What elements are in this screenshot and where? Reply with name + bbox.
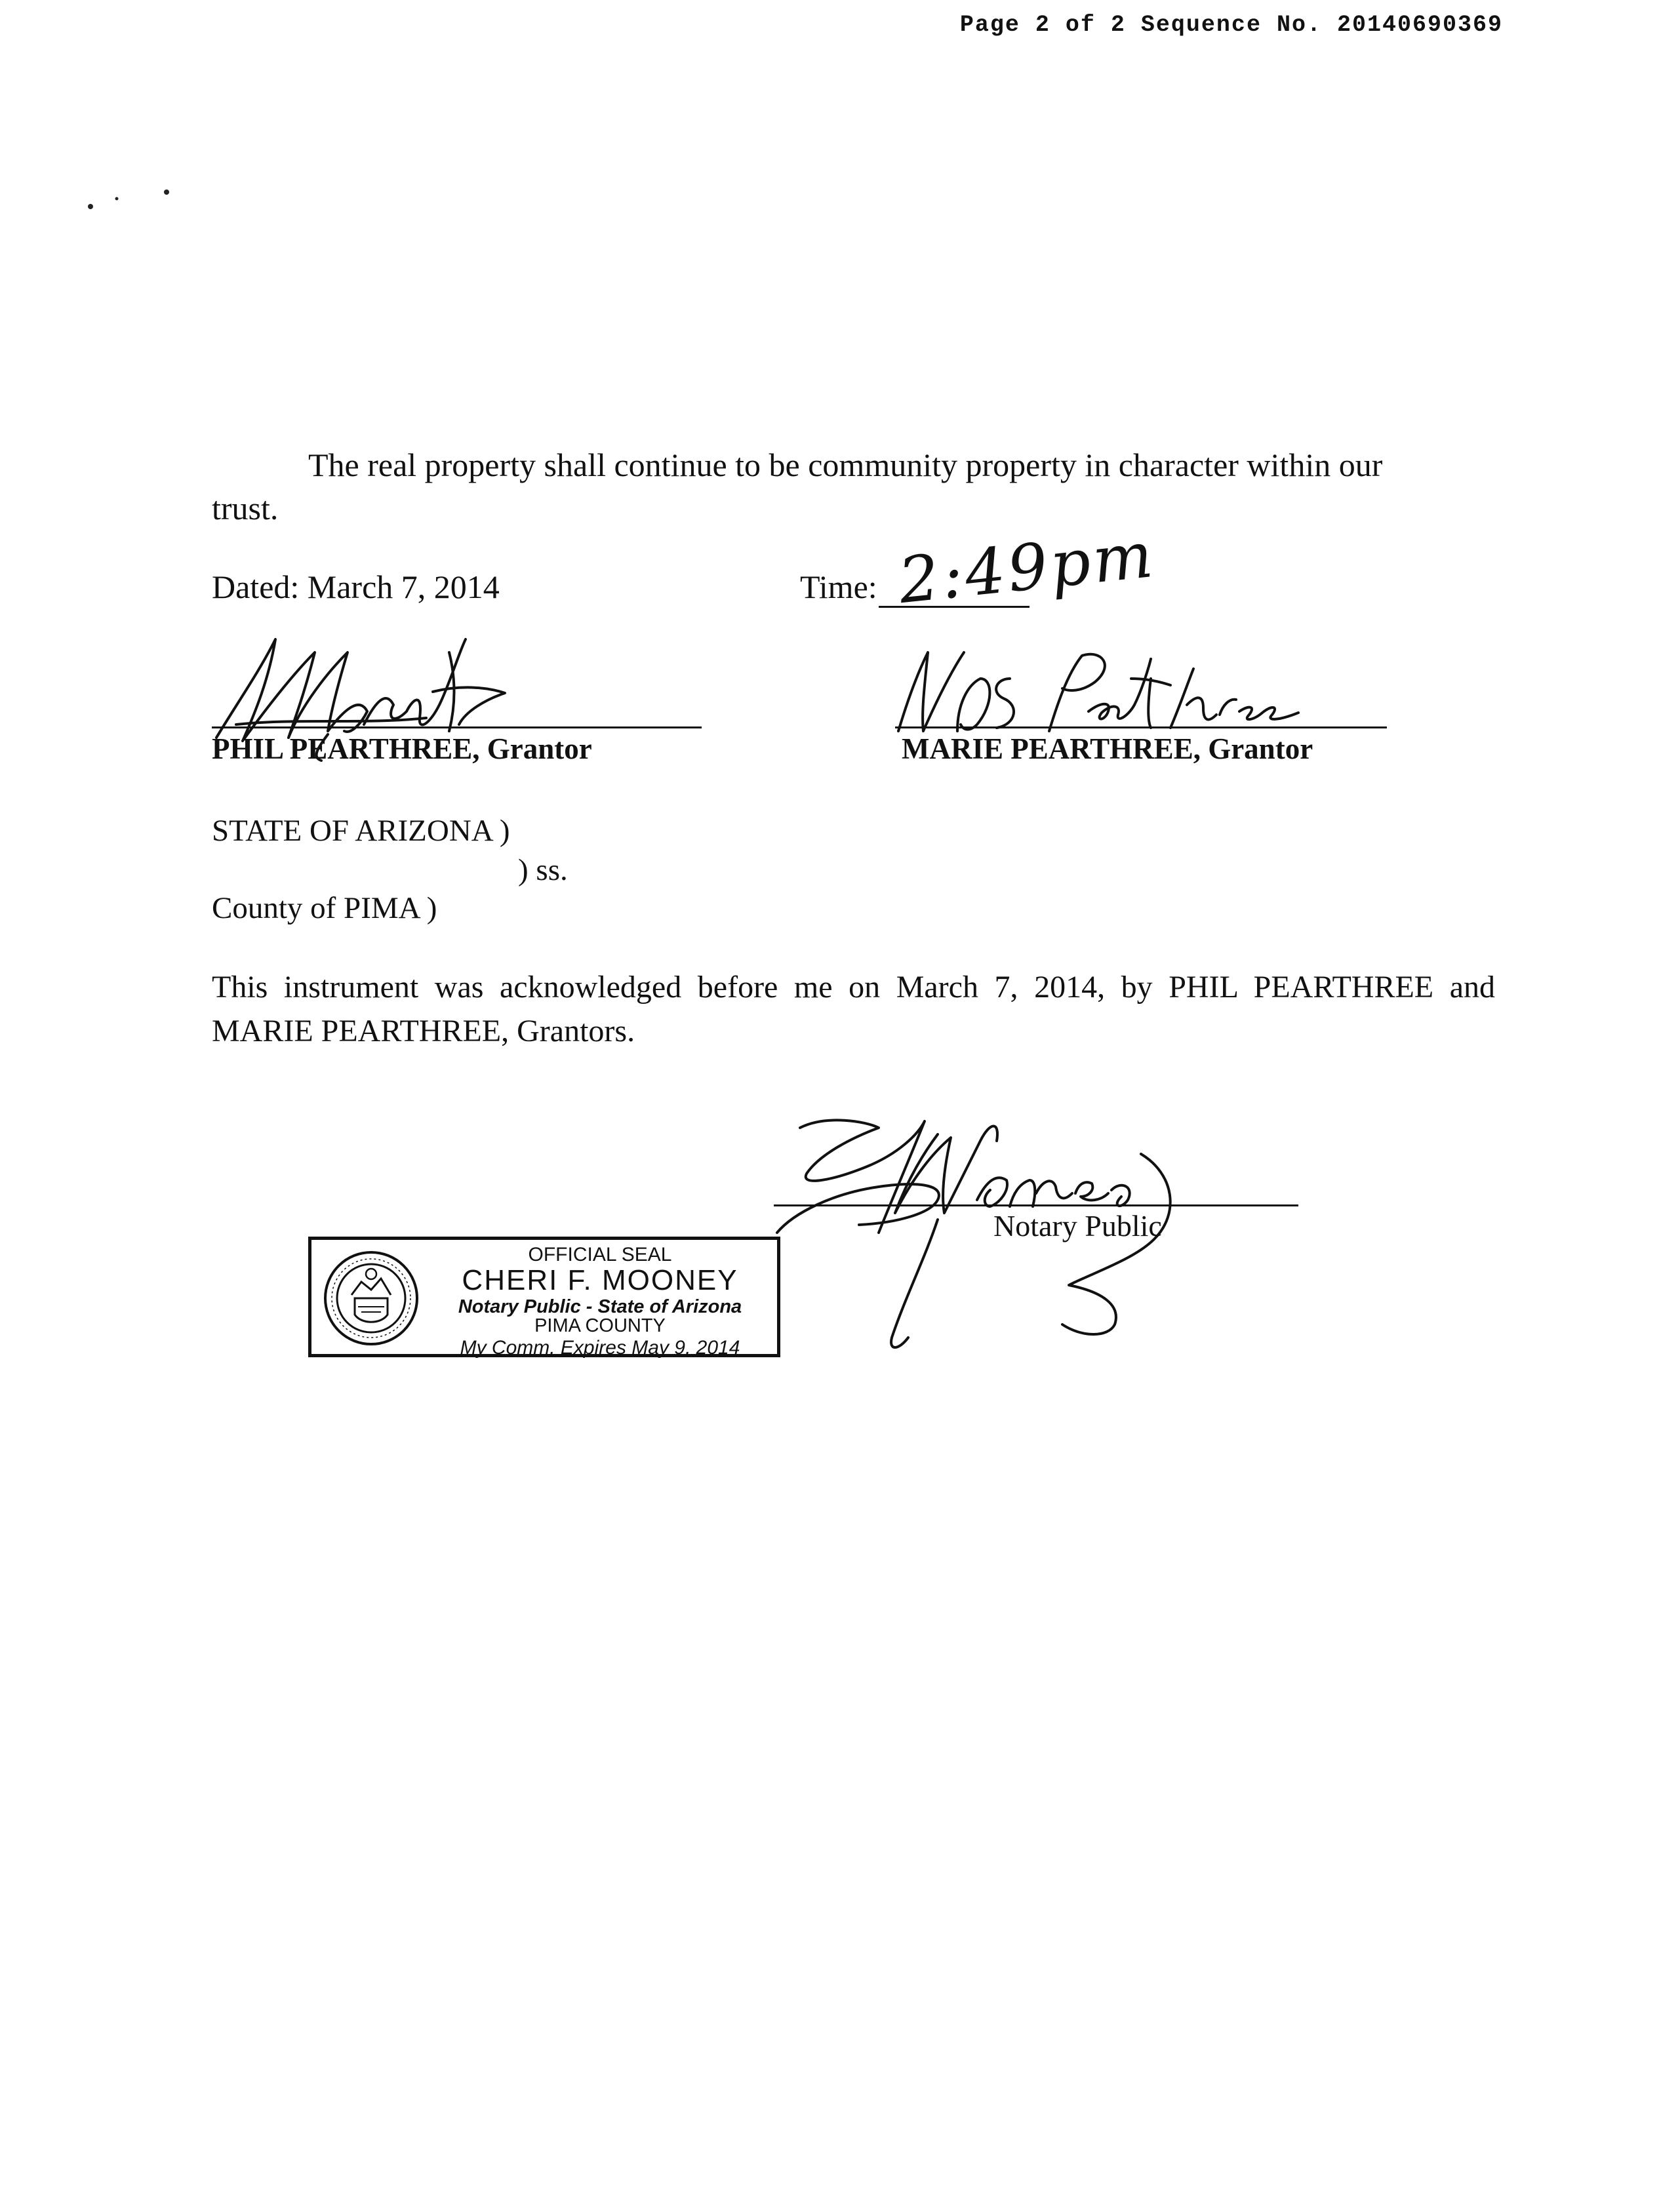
grantor-phil-label: PHIL PEARTHREE, Grantor bbox=[212, 732, 592, 765]
venue-county: County of PIMA ) bbox=[212, 891, 437, 925]
seal-commission-expiry: My Comm. Expires May 9, 2014 bbox=[460, 1337, 740, 1359]
notary-public-label: Notary Public bbox=[993, 1209, 1162, 1243]
scan-specks bbox=[85, 187, 177, 220]
document-header: Page 2 of 2 Sequence No. 20140690369 bbox=[959, 12, 1503, 38]
marie-signature bbox=[872, 639, 1351, 744]
time-label: Time: bbox=[800, 568, 877, 605]
seal-official-title: OFFICIAL SEAL bbox=[528, 1244, 672, 1265]
state-seal-icon bbox=[322, 1249, 420, 1347]
phil-signature-line bbox=[212, 726, 702, 728]
venue-ss: ) ss. bbox=[518, 853, 568, 887]
venue-state: STATE OF ARIZONA ) bbox=[212, 814, 510, 848]
seal-notary-role: Notary Public - State of Arizona bbox=[458, 1296, 742, 1317]
property-paragraph-line-1: The real property shall continue to be community property in character within our bbox=[308, 447, 1383, 483]
handwritten-time: 2:49pm bbox=[895, 517, 1159, 618]
marie-signature-line bbox=[895, 726, 1387, 728]
acknowledgment-line-2: MARIE PEARTHREE, Grantors. bbox=[212, 1014, 635, 1048]
notary-signature-line bbox=[774, 1204, 1298, 1206]
dated-line: Dated: March 7, 2014 bbox=[212, 568, 500, 605]
acknowledgment-line-1: This instrument was acknowledged before me on March 7, 2014, by PHIL PEARTHREE and bbox=[212, 970, 1495, 1004]
notary-seal-stamp bbox=[308, 1237, 780, 1357]
seal-county: PIMA COUNTY bbox=[534, 1315, 666, 1336]
property-paragraph-line-2: trust. bbox=[212, 490, 279, 527]
grantor-marie-label: MARIE PEARTHREE, Grantor bbox=[902, 732, 1313, 765]
seal-notary-name: CHERI F. MOONEY bbox=[462, 1264, 738, 1296]
